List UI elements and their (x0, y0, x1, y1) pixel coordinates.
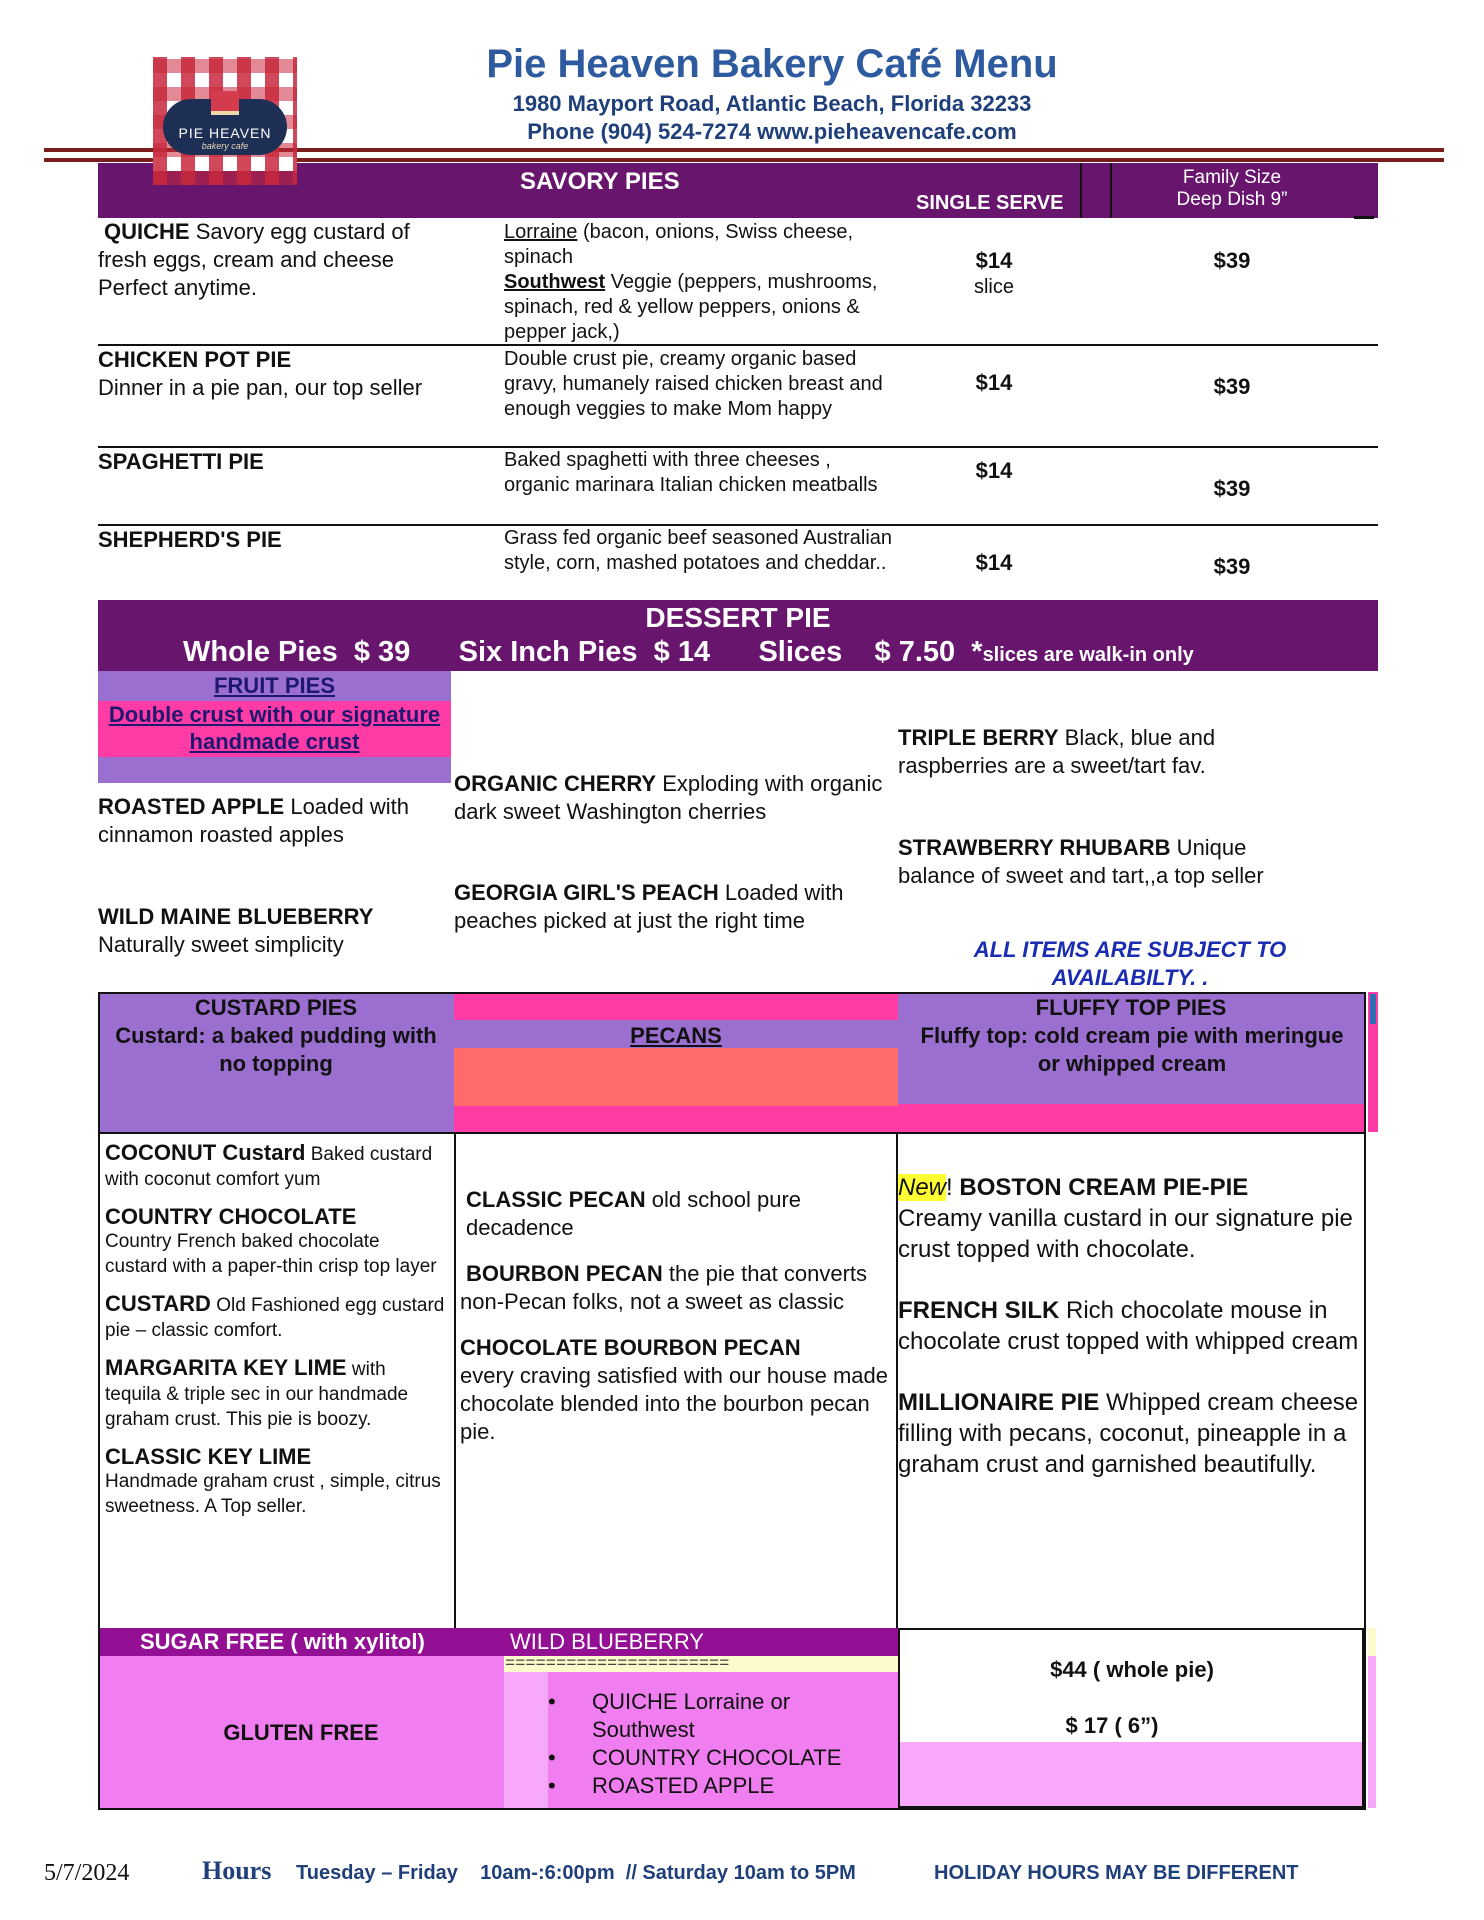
lorraine-desc: (bacon, onions, Swiss cheese, spinach (504, 221, 854, 268)
quiche-price-family: $39 (1213, 248, 1251, 273)
fluffy-title: FLUFFY TOP PIES (1035, 995, 1227, 1020)
fluffy-subtitle: Fluffy top: cold cream pie with meringue or whipped cream (920, 1023, 1344, 1076)
wild-maine-blueberry-desc: Naturally sweet simplicity (98, 932, 344, 957)
phone-website: Phone (904) 524-7274 www.pieheavencafe.com (527, 119, 1017, 144)
wild-blueberry-label: WILD BLUEBERRY (510, 1629, 704, 1654)
header-column-divider (1110, 163, 1112, 218)
savory-title: SAVORY PIES (520, 168, 680, 195)
quiche-variants (504, 220, 904, 345)
family-size-header (1112, 167, 1352, 211)
fruit-pies-label: FRUIT PIES (98, 671, 451, 701)
southwest-name: Southwest (504, 271, 606, 293)
triple-berry-name: TRIPLE BERRY (898, 725, 1059, 750)
list-item: • QUICHE Lorraine or Southwest (548, 1688, 878, 1744)
family-size-label: Family Size (1182, 167, 1282, 188)
quiche-desc: Savory egg custard of fresh eggs, cream and cheese Perfect anytime. (98, 219, 410, 300)
slice-note: slices are walk-in only (982, 644, 1194, 666)
edge-band (1368, 1656, 1376, 1808)
spaghetti-price-single: $14 (975, 458, 1013, 483)
separator-line: ====================== (505, 1655, 730, 1674)
spaghetti-price-family: $39 (1213, 476, 1251, 501)
dessert-title: DESSERT PIE (645, 602, 831, 633)
double-crust-note: Double crust with our signature handmade crust (98, 701, 451, 757)
chicken-pot-pie-name: CHICKEN POT PIE (98, 347, 292, 372)
list-item: BOURBON PECAN the pie that converts non-Pecan folks, not a sweet as classic (460, 1261, 868, 1314)
logo-text: PIE HEAVEN (178, 125, 272, 141)
list-item: MILLIONAIRE PIE Whipped cream cheese filling with pecans, coconut, pineapple in a graham crust and garnished beautifully. (898, 1389, 1359, 1478)
wild-maine-blueberry-item (98, 903, 458, 959)
chicken-price-single: $14 (975, 370, 1013, 395)
grid-column-divider (454, 1132, 456, 1628)
custard-list (105, 1140, 445, 1519)
header-mark (1354, 216, 1374, 219)
list-item: FRENCH SILK Rich chocolate mouse in chocolate crust topped with whipped cream (898, 1297, 1359, 1355)
special-price-six: $ 17 ( 6”) (1065, 1713, 1159, 1738)
list-item: COCONUT Custard Baked custard with coconut comfort yum (105, 1140, 433, 1190)
slice-note-star: * (971, 636, 983, 668)
georgia-peach-desc: Loaded with peaches picked at just the right time (454, 880, 844, 933)
new-badge: New (898, 1174, 947, 1201)
holiday-note: HOLIDAY HOURS MAY BE DIFFERENT (934, 1862, 1299, 1884)
chicken-pot-pie-item (98, 346, 438, 402)
gluten-free-label: GLUTEN FREE (223, 1720, 379, 1745)
triple-berry-item (898, 724, 1318, 780)
fruit-label-strip (98, 757, 451, 783)
roasted-apple-name: ROASTED APPLE (98, 794, 285, 819)
shepherds-pie-name: SHEPHERD'S PIE (98, 527, 282, 552)
georgia-peach-name: GEORGIA GIRL'S PEACH (454, 880, 719, 905)
list-item: CHOCOLATE BOURBON PECAN every craving satisfied with our house made chocolate blended into the bourbon pecan pie. (460, 1335, 888, 1444)
georgia-peach-item (454, 879, 894, 935)
strawberry-rhubarb-item (898, 834, 1318, 890)
list-item: COUNTRY CHOCOLATE Country French baked chocolate custard with a paper-thin crisp top layer (105, 1204, 437, 1277)
chicken-pot-pie-desc: Double crust pie, creamy organic based gravy, humanely raised chicken breast and enough veggies to make Mom happy (504, 348, 883, 420)
roasted-apple-item (98, 793, 458, 849)
hours-text: Tuesday – Friday 10am-:6:00pm // Saturday 10am to 5PM (296, 1862, 856, 1884)
special-section-border (98, 1628, 1366, 1810)
address: 1980 Mayport Road, Atlantic Beach, Florida 32233 (512, 91, 1032, 116)
grid-divider (98, 1132, 1366, 1134)
whole-pie-price: Whole Pies $ 39 (183, 636, 411, 668)
pecan-list (460, 1186, 890, 1446)
spaghetti-pie-name: SPAGHETTI PIE (98, 449, 264, 474)
list-item: CUSTARD Old Fashioned egg custard pie – classic comfort. (105, 1291, 445, 1341)
hours-label: Hours (202, 1856, 272, 1885)
list-item: • COUNTRY CHOCOLATE (548, 1744, 878, 1772)
strawberry-rhubarb-name: STRAWBERRY RHUBARB (898, 835, 1171, 860)
fluffy-list (898, 1172, 1364, 1480)
list-item: New! BOSTON CREAM PIE-PIE Creamy vanilla custard in our signature pie crust topped with chocolate. (898, 1174, 1353, 1263)
organic-cherry-item (454, 770, 894, 826)
lorraine-name: Lorraine (504, 221, 578, 243)
pie-icon (211, 91, 239, 115)
logo (153, 57, 297, 185)
dessert-pricing (183, 636, 1194, 669)
list-item: CLASSIC PECAN old school pure decadence (466, 1187, 802, 1240)
shepherds-price-single: $14 (975, 550, 1013, 575)
list-item: CLASSIC KEY LIME Handmade graham crust , simple, citrus sweetness. A Top seller. (105, 1444, 441, 1517)
availability-note: ALL ITEMS ARE SUBJECT TO AVAILABILTY. . (973, 937, 1287, 990)
chicken-price-family: $39 (1213, 374, 1251, 399)
quiche-item (98, 218, 458, 302)
six-inch-price: Six Inch Pies $ 14 (458, 636, 711, 668)
custard-subtitle: Custard: a baked pudding with no topping (115, 1023, 437, 1076)
quiche-name: QUICHE (104, 219, 190, 244)
quiche-price-note: slice (973, 276, 1014, 298)
deep-dish-label: Deep Dish 9” (1176, 189, 1288, 210)
single-serve-header: SINGLE SERVE (916, 192, 1064, 214)
shepherds-price-family: $39 (1213, 554, 1251, 579)
special-price-whole: $44 ( whole pie) (1050, 1657, 1214, 1682)
organic-cherry-name: ORGANIC CHERRY (454, 771, 657, 796)
pecans-title: PECANS (630, 1023, 722, 1048)
southwest-desc: Veggie (peppers, mushrooms, spinach, red & yellow peppers, onions & pepper jack,) (504, 271, 878, 343)
spaghetti-pie-desc: Baked spaghetti with three cheeses , organic marinara Italian chicken meatballs (504, 449, 878, 496)
edge-mark (1370, 994, 1376, 1024)
strawberry-rhubarb-desc: Unique balance of sweet and tart,,a top seller (898, 835, 1264, 888)
page-title: Pie Heaven Bakery Café Menu (486, 42, 1058, 86)
custard-title: CUSTARD PIES (194, 995, 358, 1020)
shepherds-pie-desc: Grass fed organic beef seasoned Australian style, corn, mashed potatoes and cheddar.. (504, 527, 893, 574)
edge-band (1368, 1628, 1376, 1656)
quiche-price-single: $14 (975, 248, 1013, 273)
roasted-apple-desc: Loaded with cinnamon roasted apples (98, 794, 409, 847)
sugar-free-label: SUGAR FREE ( with xylitol) (140, 1629, 425, 1654)
header-column-divider (1080, 163, 1082, 218)
list-item: MARGARITA KEY LIME with tequila & triple sec in our handmade graham crust. This pie is boozy. (105, 1355, 409, 1430)
list-item: • ROASTED APPLE (548, 1772, 878, 1800)
slice-price: Slices $ 7.50 (758, 636, 956, 668)
triple-berry-desc: Black, blue and raspberries are a sweet/tart fav. (898, 725, 1216, 778)
wild-maine-blueberry-name: WILD MAINE BLUEBERRY (98, 904, 374, 929)
chicken-pot-pie-tagline: Dinner in a pie pan, our top seller (98, 375, 423, 400)
organic-cherry-desc: Exploding with organic dark sweet Washington cherries (454, 771, 883, 824)
logo-subtext: bakery cafe (201, 141, 249, 151)
menu-date: 5/7/2024 (44, 1860, 130, 1886)
